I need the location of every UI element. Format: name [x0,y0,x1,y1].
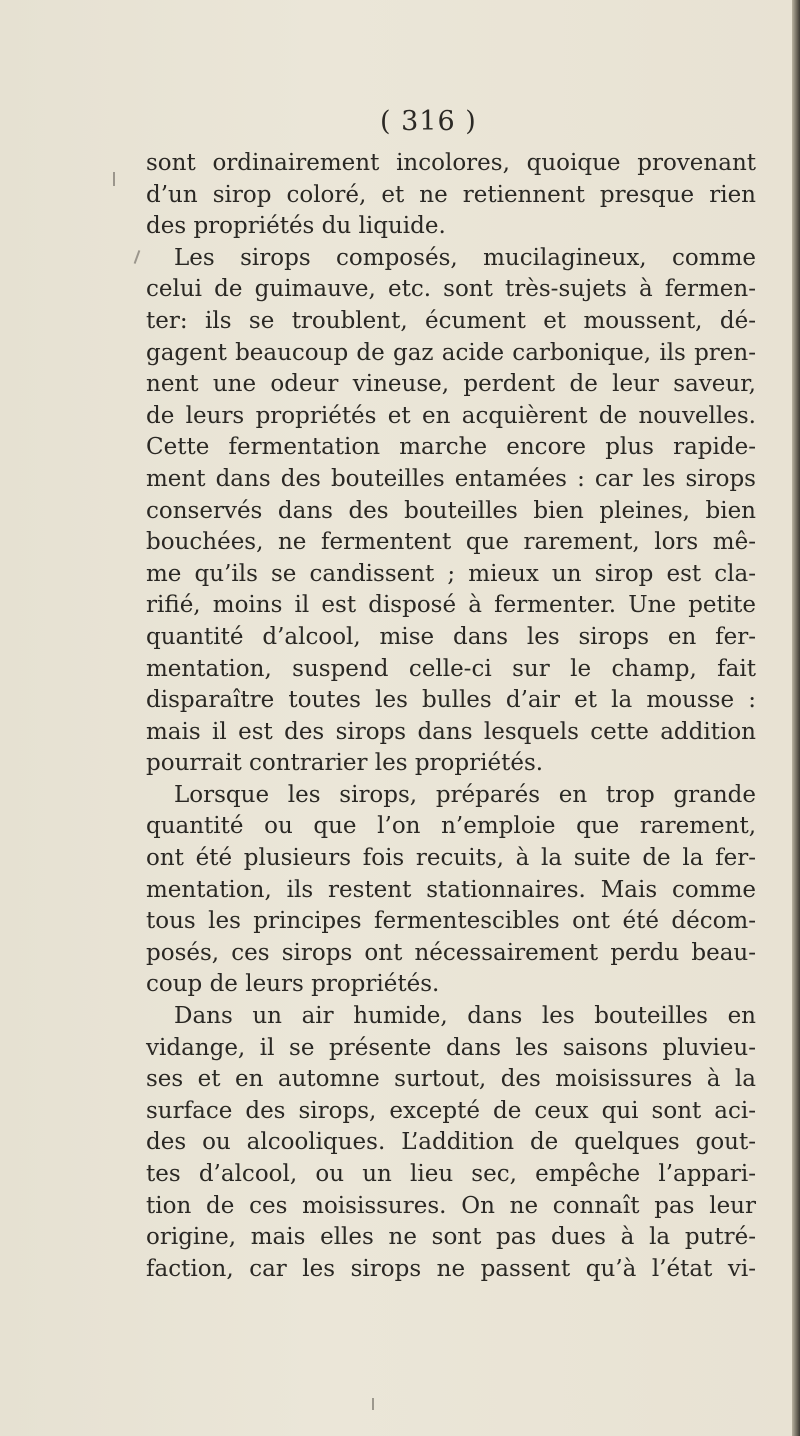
text-line: quantité d’alcool, mise dans les sirops en fer- [146,623,756,650]
text-line: vidange, il se présente dans les saisons pluvieu- [146,1034,756,1061]
text-line: origine, mais elles ne sont pas dues à la putré- [146,1224,756,1251]
text-line: conservés dans des bouteilles bien pleines, bien [146,497,756,524]
text-line: surface des sirops, excepté de ceux qui sont aci- [146,1097,756,1124]
text-line: ses et en automne surtout, des moisissures à la [146,1066,756,1093]
margin-mark [372,1398,374,1410]
text-line: coup de leurs propriétés. [146,971,440,998]
body-text [146,148,756,1285]
text-line: ont été plusieurs fois recuits, à la suite de la fer- [146,845,756,872]
text-line: quantité ou que l’on n’emploie que rarement, [146,813,756,840]
text-line: gagent beaucoup de gaz acide carbonique, ils pren- [146,339,756,366]
text-line: tion de ces moisissures. On ne connaît pas leur [146,1192,756,1219]
text-line: de leurs propriétés et en acquièrent de nouvelles. [146,402,756,429]
page-number: ( 316 ) [380,106,477,137]
text-line: tes d’alcool, ou un lieu sec, empêche l’appari- [146,1161,756,1187]
text-line: bouchées, ne fermentent que rarement, lors mê- [146,529,756,556]
text-line: mentation, suspend celle-ci sur le champ, fait [146,655,756,682]
page-edge-shadow [792,0,800,1436]
text-line: nent une odeur vineuse, perdent de leur saveur, [146,371,756,398]
text-line: me qu’ils se candissent ; mieux un sirop est cla- [146,560,756,587]
text-line: rifié, moins il est disposé à fermenter. Une petite [146,592,756,619]
text-line: pourrait contrarier les propriétés. [146,750,544,777]
text-line: Lorsque les sirops, préparés en trop grande [174,781,756,808]
text-line: celui de guimauve, etc. sont très-sujets à fermen- [146,276,756,303]
text-line: posés, ces sirops ont nécessairement perdu beau- [146,939,756,966]
text-line: ter: ils se troublent, écument et moussent, dé- [146,307,756,334]
text-line: disparaître toutes les bulles d’air et la mousse : [146,687,756,714]
text-line: des propriétés du liquide. [146,213,446,240]
margin-mark [134,250,141,264]
text-line: des ou alcooliques. L’addition de quelques gout- [146,1129,756,1156]
margin-mark [113,172,115,186]
text-line: faction, car les sirops ne passent qu’à l’état vi- [146,1255,756,1282]
text-line: Les sirops composés, mucilagineux, comme [174,244,756,271]
text-line: mais il est des sirops dans lesquels cette addition [146,718,756,745]
text-line: Cette fermentation marche encore plus rapide- [146,434,756,461]
text-line: mentation, ils restent stationnaires. Mais comme [146,876,756,903]
text-line: sont ordinairement incolores, quoique provenant [146,150,756,176]
text-line: Dans un air humide, dans les bouteilles en [174,1003,756,1030]
text-line: ment dans des bouteilles entamées : car les sirops [146,465,756,492]
text-line: d’un sirop coloré, et ne retiennent presque rien [146,181,756,208]
text-line: tous les principes fermentescibles ont été décom- [146,908,756,935]
